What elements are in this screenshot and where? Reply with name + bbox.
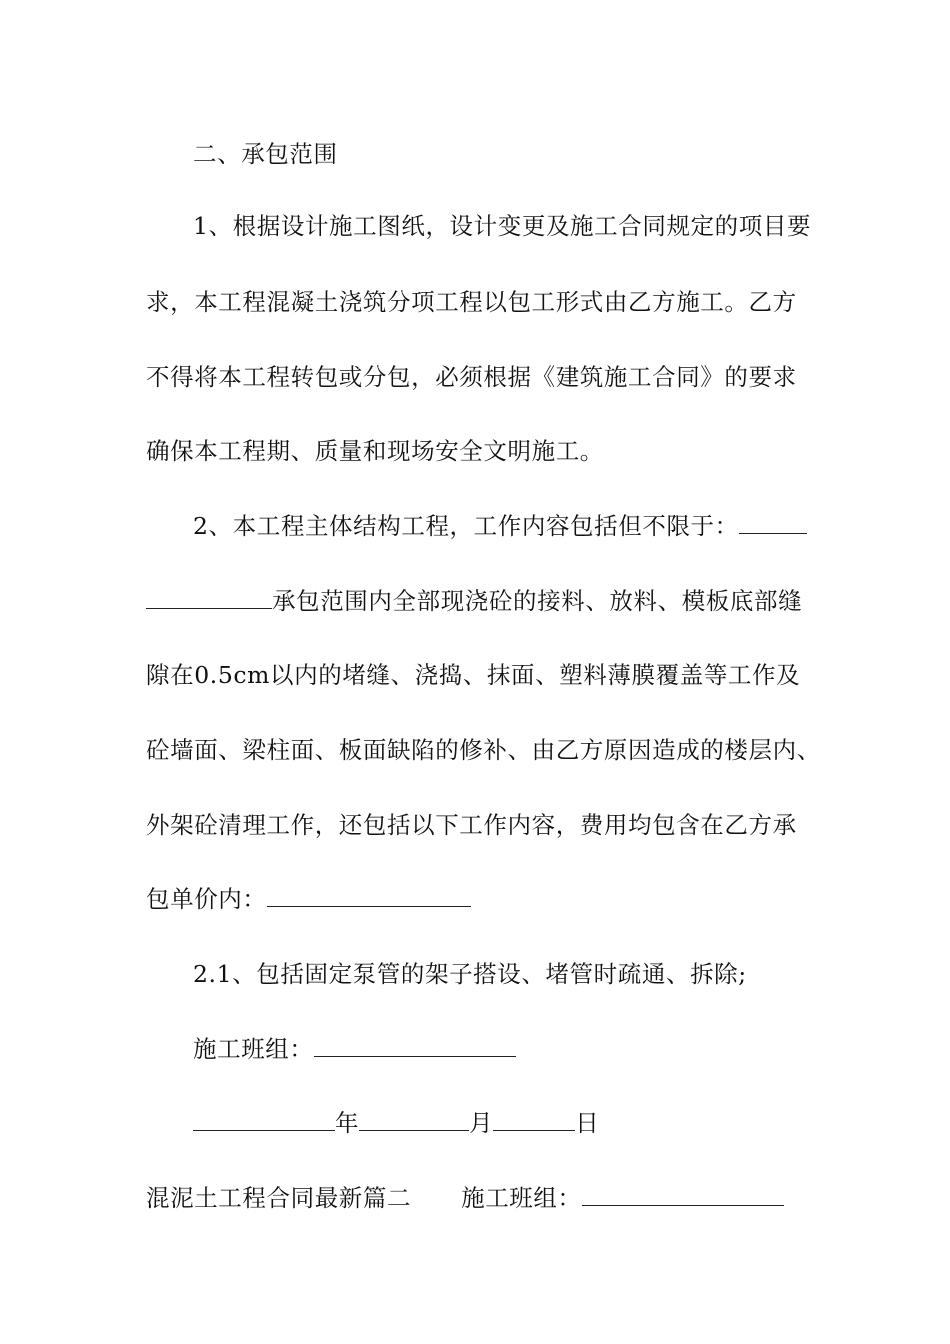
para1-line3: 不得将本工程转包或分包，必须根据《建筑施工合同》的要求 [146,363,797,391]
para1-line1: 1、根据设计施工图纸，设计变更及施工合同规定的项目要 [193,212,812,240]
fill-in-blank [267,884,471,907]
footer-line [146,1183,784,1213]
para2-line5: 外架砼清理工作，还包括以下工作内容，费用均包含在乙方承 [146,811,797,839]
day-blank [493,1108,575,1131]
team-signature-line [193,1034,516,1064]
fill-in-blank [739,511,807,534]
para2-line2-text: 承包范围内全部现浇砼的接料、放料、模板底部缝 [272,587,803,615]
section-heading: 二、承包范围 [193,140,338,168]
footer-title: 混泥土工程合同最新篇二 [146,1184,412,1212]
year-blank [193,1108,335,1131]
day-label: 日 [575,1109,600,1137]
fill-in-blank [146,586,272,609]
item-2-1: 2.1、包括固定泵管的架子搭设、堵管时疏通、拆除; [193,960,747,988]
para2-line2 [146,586,802,616]
para2-line6-text: 包单价内： [146,885,267,913]
footer-team-label: 施工班组： [461,1184,582,1212]
para1-line2: 求，本工程混凝土浇筑分项工程以包工形式由乙方施工。乙方 [146,288,797,316]
date-line [193,1108,599,1138]
para2-line3: 隙在0.5cm以内的堵缝、浇捣、抹面、塑料薄膜覆盖等工作及 [146,661,801,689]
para2-line6 [146,884,471,914]
signature-blank [314,1034,516,1057]
footer-signature-blank [582,1183,784,1206]
para2-line1 [193,511,807,541]
para2-line1-text: 2、本工程主体结构工程，工作内容包括但不限于： [193,512,739,540]
month-blank [359,1108,469,1131]
para2-line4: 砼墙面、梁柱面、板面缺陷的修补、由乙方原因造成的楼层内、 [146,736,821,764]
month-label: 月 [469,1109,494,1137]
year-label: 年 [335,1109,360,1137]
team-label: 施工班组： [193,1035,314,1063]
para1-line4: 确保本工程期、质量和现场安全文明施工。 [146,437,604,465]
